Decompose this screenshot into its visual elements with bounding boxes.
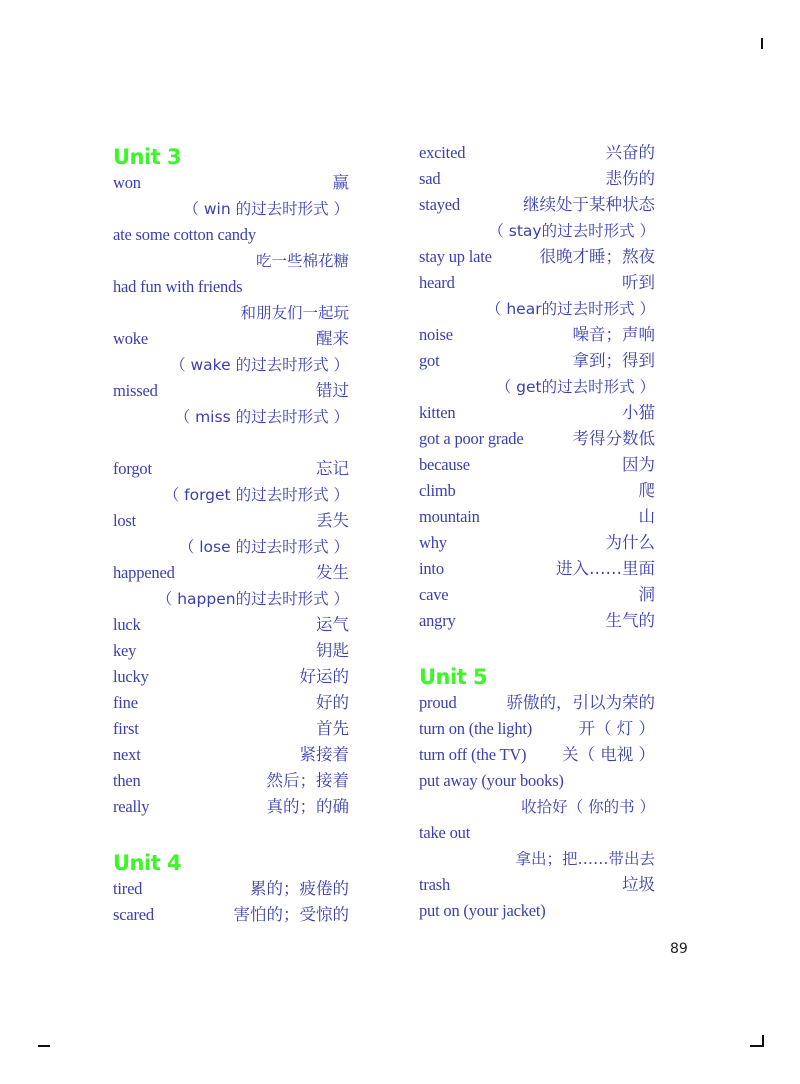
english-term: because xyxy=(419,455,470,474)
note-text: （ wake 的过去时形式 ） xyxy=(170,356,349,374)
chinese-meaning: 醒来 xyxy=(316,329,349,348)
chinese-meaning: 悲伤的 xyxy=(605,169,655,188)
vocab-note xyxy=(419,374,655,400)
chinese-meaning: 兴奋的 xyxy=(605,143,655,162)
vocab-entry xyxy=(113,378,349,404)
vocab-entry xyxy=(113,690,349,716)
vocab-note xyxy=(419,794,655,820)
chinese-meaning: 紧接着 xyxy=(299,745,349,764)
chinese-meaning: 为什么 xyxy=(605,533,655,552)
note-text: 收拾好（ 你的书 ） xyxy=(521,798,655,816)
vocab-entry xyxy=(113,742,349,768)
vocab-entry xyxy=(419,140,655,166)
note-text: 拿出；把……带出去 xyxy=(515,850,655,868)
chinese-meaning: 因为 xyxy=(622,455,655,474)
vocab-entry xyxy=(419,322,655,348)
english-term: proud xyxy=(419,693,457,712)
vocab-entry xyxy=(419,244,655,270)
english-term: happened xyxy=(113,563,175,582)
english-term: first xyxy=(113,719,139,738)
chinese-meaning: 开（ 灯 ） xyxy=(578,719,655,738)
right-vocabulary-column xyxy=(419,140,655,924)
english-term: into xyxy=(419,559,444,578)
note-text: （ happen的过去时形式 ） xyxy=(156,590,349,608)
vocab-entry xyxy=(113,664,349,690)
note-text: 和朋友们一起玩 xyxy=(240,304,349,322)
chinese-meaning: 丢失 xyxy=(316,511,349,530)
note-text: （ lose 的过去时形式 ） xyxy=(178,538,349,556)
vocab-entry xyxy=(419,898,655,924)
english-term: stayed xyxy=(419,195,460,214)
english-term: next xyxy=(113,745,141,764)
chinese-meaning: 骄傲的，引以为荣的 xyxy=(506,693,655,712)
chinese-meaning: 爬 xyxy=(638,481,655,500)
vocab-entry xyxy=(419,608,655,634)
vocab-note xyxy=(419,296,655,322)
english-term: cave xyxy=(419,585,449,604)
english-term: woke xyxy=(113,329,148,348)
vocab-entry xyxy=(419,270,655,296)
vocab-entry xyxy=(419,504,655,530)
vocab-note xyxy=(113,482,349,508)
english-term: then xyxy=(113,771,141,790)
vocab-note xyxy=(419,218,655,244)
page-number: 89 xyxy=(670,941,688,957)
vocab-entry xyxy=(113,768,349,794)
english-term: mountain xyxy=(419,507,480,526)
vocab-entry xyxy=(419,872,655,898)
chinese-meaning: 然后；接着 xyxy=(266,771,349,790)
chinese-meaning: 忘记 xyxy=(316,459,349,478)
vocab-entry xyxy=(419,820,655,846)
vocab-entry xyxy=(419,400,655,426)
vocab-entry xyxy=(419,690,655,716)
vocab-entry xyxy=(113,612,349,638)
chinese-meaning: 发生 xyxy=(316,563,349,582)
vocab-entry xyxy=(419,556,655,582)
note-text: （ miss 的过去时形式 ） xyxy=(174,408,349,426)
vocab-note xyxy=(113,534,349,560)
english-term: had fun with friends xyxy=(113,277,243,296)
crop-mark-bottom-right-v xyxy=(762,1035,764,1046)
english-term: missed xyxy=(113,381,158,400)
english-term: scared xyxy=(113,905,154,924)
chinese-meaning: 钥匙 xyxy=(316,641,349,660)
vocab-entry xyxy=(113,222,349,248)
left-vocabulary-column xyxy=(113,140,349,928)
vocab-entry xyxy=(113,716,349,742)
spacer xyxy=(419,634,655,660)
vocab-note xyxy=(113,352,349,378)
english-term: lost xyxy=(113,511,137,530)
vocab-entry xyxy=(419,768,655,794)
english-term: kitten xyxy=(419,403,456,422)
english-term: luck xyxy=(113,615,141,634)
vocab-note xyxy=(113,404,349,430)
english-term: ate some cotton candy xyxy=(113,225,256,244)
vocab-entry xyxy=(419,478,655,504)
english-term: got xyxy=(419,351,440,370)
english-term: sad xyxy=(419,169,441,188)
vocab-note xyxy=(113,586,349,612)
vocab-entry xyxy=(419,716,655,742)
chinese-meaning: 小猫 xyxy=(622,403,655,422)
chinese-meaning: 拿到；得到 xyxy=(572,351,655,370)
vocab-entry xyxy=(419,530,655,556)
vocab-note xyxy=(113,300,349,326)
chinese-meaning: 听到 xyxy=(622,273,655,292)
chinese-meaning: 累的；疲倦的 xyxy=(250,879,349,898)
english-term: why xyxy=(419,533,447,552)
crop-mark-bottom-left xyxy=(38,1045,50,1047)
vocab-entry xyxy=(113,794,349,820)
vocab-entry xyxy=(419,192,655,218)
vocab-entry xyxy=(113,170,349,196)
unit-heading: Unit 5 xyxy=(419,665,488,689)
vocab-entry xyxy=(419,426,655,452)
note-text: （ stay的过去时形式 ） xyxy=(488,222,655,240)
chinese-meaning: 考得分数低 xyxy=(572,429,655,448)
chinese-meaning: 洞 xyxy=(638,585,655,604)
vocab-note xyxy=(419,846,655,872)
english-term: lucky xyxy=(113,667,149,686)
chinese-meaning: 错过 xyxy=(316,381,349,400)
chinese-meaning: 首先 xyxy=(316,719,349,738)
vocab-entry xyxy=(113,560,349,586)
chinese-meaning: 好的 xyxy=(316,693,349,712)
vocab-entry xyxy=(113,326,349,352)
chinese-meaning: 垃圾 xyxy=(622,875,655,894)
english-term: take out xyxy=(419,823,471,842)
note-text: （ get的过去时形式 ） xyxy=(495,378,655,396)
chinese-meaning: 进入……里面 xyxy=(556,559,655,578)
vocab-entry xyxy=(113,902,349,928)
english-term: won xyxy=(113,173,141,192)
chinese-meaning: 真的；的确 xyxy=(266,797,349,816)
vocab-note xyxy=(113,248,349,274)
chinese-meaning: 害怕的；受惊的 xyxy=(233,905,349,924)
english-term: excited xyxy=(419,143,466,162)
note-text: （ forget 的过去时形式 ） xyxy=(163,486,349,504)
vocab-entry xyxy=(419,582,655,608)
english-term: got a poor grade xyxy=(419,429,524,448)
english-term: turn off (the TV) xyxy=(419,745,527,764)
chinese-meaning: 生气的 xyxy=(605,611,655,630)
vocab-entry xyxy=(419,166,655,192)
crop-mark-top-right xyxy=(761,38,763,49)
chinese-meaning: 山 xyxy=(638,507,655,526)
english-term: fine xyxy=(113,693,138,712)
english-term: trash xyxy=(419,875,451,894)
english-term: turn on (the light) xyxy=(419,719,533,738)
spacer xyxy=(113,820,349,846)
english-term: key xyxy=(113,641,137,660)
chinese-meaning: 关（ 电视 ） xyxy=(562,745,655,764)
chinese-meaning: 很晚才睡；熬夜 xyxy=(539,247,655,266)
english-term: heard xyxy=(419,273,455,292)
vocab-entry xyxy=(113,638,349,664)
english-term: angry xyxy=(419,611,456,630)
unit-heading: Unit 4 xyxy=(113,851,182,875)
chinese-meaning: 运气 xyxy=(316,615,349,634)
vocab-entry xyxy=(419,742,655,768)
chinese-meaning: 噪音；声响 xyxy=(572,325,655,344)
english-term: forgot xyxy=(113,459,152,478)
vocab-entry xyxy=(113,876,349,902)
english-term: noise xyxy=(419,325,453,344)
vocab-entry xyxy=(113,508,349,534)
unit-heading: Unit 3 xyxy=(113,145,182,169)
chinese-meaning: 赢 xyxy=(332,173,349,192)
chinese-meaning: 继续处于某种状态 xyxy=(523,195,655,214)
english-term: really xyxy=(113,797,150,816)
english-term: stay up late xyxy=(419,247,492,266)
english-term: put away (your books) xyxy=(419,771,564,790)
note-text: 吃一些棉花糖 xyxy=(255,252,349,270)
vocab-note xyxy=(113,196,349,222)
note-text: （ win 的过去时形式 ） xyxy=(183,200,349,218)
chinese-meaning: 好运的 xyxy=(299,667,349,686)
vocab-entry xyxy=(419,348,655,374)
spacer xyxy=(113,430,349,456)
note-text: （ hear的过去时形式 ） xyxy=(485,300,655,318)
english-term: put on (your jacket) xyxy=(419,901,546,920)
english-term: tired xyxy=(113,879,143,898)
english-term: climb xyxy=(419,481,456,500)
vocab-entry xyxy=(113,456,349,482)
vocab-entry xyxy=(419,452,655,478)
vocab-entry xyxy=(113,274,349,300)
